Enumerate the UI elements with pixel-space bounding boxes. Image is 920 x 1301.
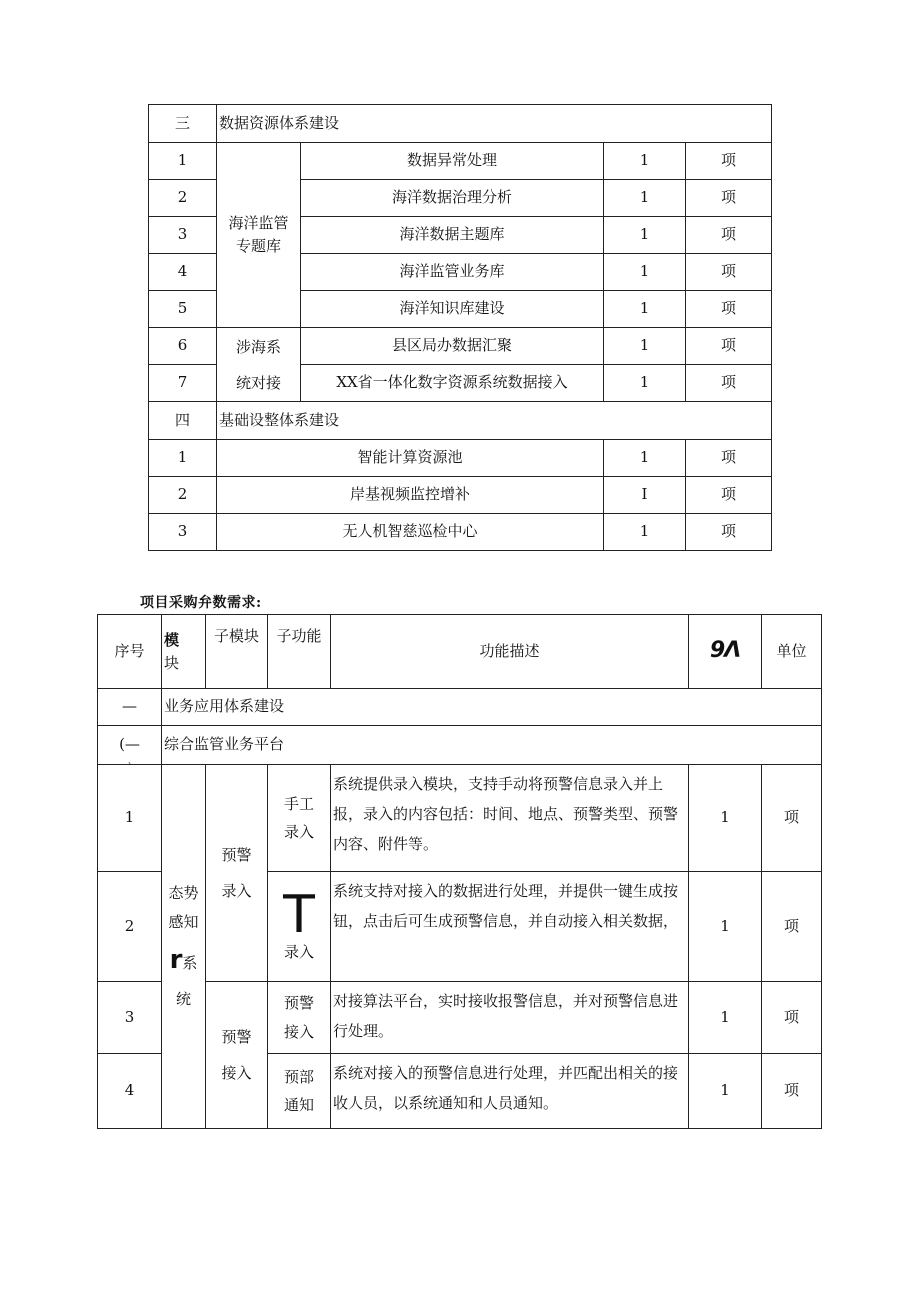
item-qty: I bbox=[604, 477, 686, 514]
header-submodule: 子模块 bbox=[206, 615, 268, 689]
subfunc-label: 接入 bbox=[283, 1022, 314, 1041]
module-label: r bbox=[169, 945, 183, 976]
subfunc-label: 录入 bbox=[283, 823, 314, 841]
row-number: 3 bbox=[98, 982, 162, 1054]
section-title: 数据资源体系建设 bbox=[217, 105, 772, 143]
group-label: 专题库 bbox=[235, 237, 281, 255]
item-unit: 项 bbox=[686, 328, 772, 365]
func-desc: 系统对接入的预警信息进行处理，并匹配出相关的接收人员，以系统通知和人员通知。 bbox=[331, 1054, 689, 1129]
section-title: 基础设整体系建设 bbox=[217, 402, 772, 440]
item-name: 县区局办数据汇聚 bbox=[301, 328, 604, 365]
header-subfunc: 子功能 bbox=[268, 615, 331, 689]
item-unit: 项 bbox=[686, 477, 772, 514]
table-row bbox=[149, 328, 772, 365]
submodule-label: 录入 bbox=[221, 882, 252, 900]
func-desc: 对接算法平台，实时接收报警信息，并对预警信息进行处理。 bbox=[331, 982, 689, 1054]
table-row bbox=[149, 477, 772, 514]
item-name: 海洋数据治理分析 bbox=[301, 180, 604, 217]
subfunc-label: 预警 bbox=[283, 994, 314, 1012]
module-cell bbox=[162, 765, 206, 1129]
item-unit: 项 bbox=[686, 440, 772, 477]
submodule-label: 接入 bbox=[221, 1064, 252, 1082]
header-row bbox=[98, 615, 822, 689]
row-number: 5 bbox=[149, 291, 217, 328]
header-qty: 9Λ bbox=[689, 615, 762, 689]
item-unit: 项 bbox=[686, 217, 772, 254]
item-name: 岸基视频监控增补 bbox=[217, 477, 604, 514]
table-row bbox=[149, 143, 772, 180]
table-row bbox=[149, 440, 772, 477]
submodule-label: 预警 bbox=[221, 846, 252, 864]
item-name: 数据异常处理 bbox=[301, 143, 604, 180]
group-label: 海洋监管 bbox=[228, 213, 289, 232]
group-label: 统对接 bbox=[235, 373, 281, 392]
item-name: 海洋知识库建设 bbox=[301, 291, 604, 328]
section-number: — bbox=[98, 689, 162, 726]
header-unit: 单位 bbox=[762, 615, 822, 689]
row-number: 1 bbox=[98, 765, 162, 872]
item-qty: 1 bbox=[689, 765, 762, 872]
item-unit: 项 bbox=[686, 143, 772, 180]
subfunc-cell bbox=[268, 765, 331, 872]
item-name: 海洋监管业务库 bbox=[301, 254, 604, 291]
header-module bbox=[162, 615, 206, 689]
group-sea-cell bbox=[217, 328, 301, 402]
item-name: 海洋数据主题库 bbox=[301, 217, 604, 254]
item-name: 无人机智慈巡检中心 bbox=[217, 514, 604, 551]
subfunc-label: 录入 bbox=[283, 942, 314, 961]
item-unit: 项 bbox=[686, 254, 772, 291]
table-caption: 项目采购弁数需求: bbox=[140, 595, 262, 611]
requirements-table bbox=[97, 614, 822, 1129]
row-number: 1 bbox=[149, 143, 217, 180]
submodule-cell bbox=[206, 982, 268, 1129]
item-unit: 项 bbox=[762, 765, 822, 872]
item-qty: 1 bbox=[604, 514, 686, 551]
item-qty: 1 bbox=[689, 872, 762, 982]
table-row bbox=[98, 765, 822, 872]
subfunc-cell bbox=[268, 872, 331, 982]
section-number: 三 bbox=[149, 105, 217, 143]
module-label: 统 bbox=[175, 990, 191, 1009]
module-label: 系 bbox=[182, 954, 198, 973]
row-number: 6 bbox=[149, 328, 217, 365]
submodule-label: 预警 bbox=[221, 1028, 252, 1046]
subfunc-label: 手工 bbox=[283, 794, 314, 813]
row-number: 4 bbox=[149, 254, 217, 291]
item-unit: 项 bbox=[686, 365, 772, 402]
header-module-l1: 模 bbox=[164, 631, 180, 649]
row-number: 2 bbox=[149, 477, 217, 514]
module-label: 感知 bbox=[168, 912, 199, 931]
row-number: 4 bbox=[98, 1054, 162, 1129]
section-title: 综合监管业务平台 bbox=[162, 726, 822, 765]
item-unit: 项 bbox=[686, 514, 772, 551]
table-row bbox=[149, 514, 772, 551]
item-name: 智能计算资源池 bbox=[217, 440, 604, 477]
group-label: 涉海系 bbox=[235, 337, 281, 356]
item-qty: 1 bbox=[604, 328, 686, 365]
item-name: XX省一体化数字资源系统数据接入 bbox=[301, 365, 604, 402]
item-qty: 1 bbox=[689, 982, 762, 1054]
item-unit: 项 bbox=[686, 180, 772, 217]
row-number: 3 bbox=[149, 217, 217, 254]
item-unit: 项 bbox=[762, 982, 822, 1054]
item-qty: 1 bbox=[604, 180, 686, 217]
item-qty: 1 bbox=[604, 254, 686, 291]
section-number: (— bbox=[98, 726, 162, 765]
row-number: 2 bbox=[149, 180, 217, 217]
resource-table bbox=[148, 104, 772, 551]
func-desc: 系统提供录入模块，支持手动将预警信息录入并上报，录入的内容包括：时间、地点、预警类型、预警内容、附件等。 bbox=[331, 765, 689, 872]
header-module-l2: 块 bbox=[164, 653, 180, 672]
submodule-cell bbox=[206, 765, 268, 982]
section-row bbox=[149, 105, 772, 143]
table-row bbox=[98, 982, 822, 1054]
item-unit: 项 bbox=[686, 291, 772, 328]
section-row bbox=[149, 402, 772, 440]
subfunc-cell bbox=[268, 982, 331, 1054]
section-title: 业务应用体系建设 bbox=[162, 689, 822, 726]
subfunc-label: 通知 bbox=[283, 1096, 314, 1114]
header-no: 序号 bbox=[98, 615, 162, 689]
row-number: 1 bbox=[149, 440, 217, 477]
header-desc: 功能描述 bbox=[331, 615, 689, 689]
item-qty: 1 bbox=[604, 291, 686, 328]
section-row bbox=[98, 726, 822, 765]
subfunc-glyph: T bbox=[283, 884, 315, 945]
item-qty: 1 bbox=[604, 365, 686, 402]
func-desc: 系统支持对接入的数据进行处理，并提供一键生成按钮，点击后可生成预警信息，并自动接入相关数据， bbox=[331, 872, 689, 982]
section-row bbox=[98, 689, 822, 726]
row-number: 3 bbox=[149, 514, 217, 551]
item-qty: 1 bbox=[604, 217, 686, 254]
stray-mark: 、 bbox=[128, 756, 136, 765]
item-unit: 项 bbox=[762, 1054, 822, 1129]
item-qty: 1 bbox=[604, 143, 686, 180]
subfunc-label: 预部 bbox=[283, 1067, 314, 1086]
row-number: 2 bbox=[98, 872, 162, 982]
row-number: 7 bbox=[149, 365, 217, 402]
group-ocean-cell bbox=[217, 143, 301, 328]
item-qty: 1 bbox=[689, 1054, 762, 1129]
item-unit: 项 bbox=[762, 872, 822, 982]
subfunc-cell bbox=[268, 1054, 331, 1129]
section-number: 四 bbox=[149, 402, 217, 440]
item-qty: 1 bbox=[604, 440, 686, 477]
module-label: 态势 bbox=[168, 884, 199, 903]
